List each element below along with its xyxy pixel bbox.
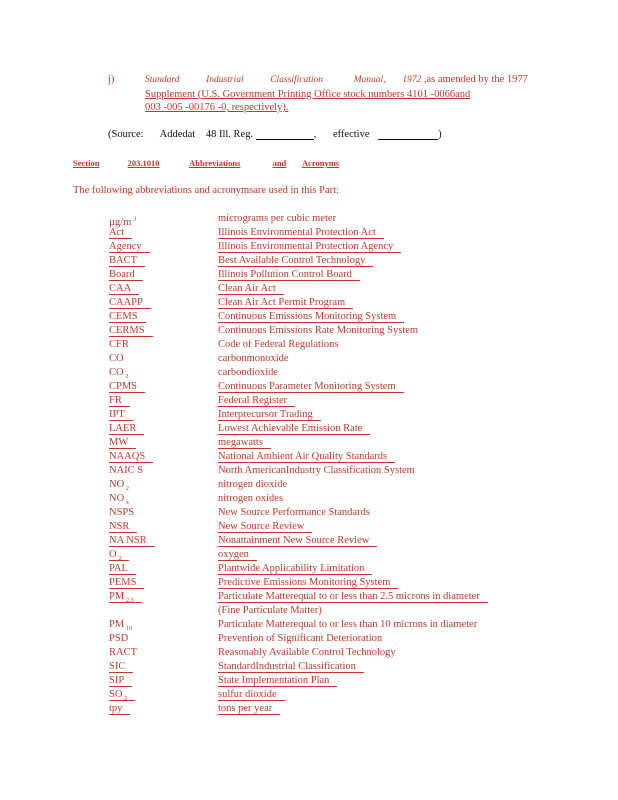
abbreviation-definition xyxy=(218,506,370,520)
abbreviation-term-text xyxy=(109,269,143,281)
abbreviation-term xyxy=(109,450,153,464)
abbreviation-definition xyxy=(218,660,364,674)
abbreviation-term-text xyxy=(109,465,143,476)
abbreviation-row xyxy=(109,240,539,254)
abbreviation-definition-text: Particulate Matterequal to or less than 2.5 microns in diameter xyxy=(218,591,488,603)
abbreviation-definition xyxy=(218,254,373,268)
abbreviation-definition-text: North AmericanIndustry Classification System xyxy=(218,465,415,476)
abbreviation-term xyxy=(109,380,145,394)
abbreviation-term-text xyxy=(109,703,130,715)
abbreviation-definition xyxy=(218,576,398,590)
abbreviation-definition xyxy=(218,618,477,632)
abbreviation-term-text xyxy=(109,479,130,493)
abbreviation-definition-text: nitrogen oxides xyxy=(218,493,284,504)
abbreviation-row xyxy=(109,520,539,534)
section-label: Section xyxy=(73,158,100,168)
abbreviation-term-text xyxy=(109,339,129,350)
abbreviation-term-text xyxy=(109,577,144,589)
abbreviation-row xyxy=(109,506,539,520)
abbreviation-term-label: SO xyxy=(109,689,123,700)
abbreviation-row xyxy=(109,394,539,408)
abbreviation-term-label: tpy xyxy=(109,703,123,714)
source-close: ) xyxy=(438,129,442,140)
abbreviation-term xyxy=(109,506,134,520)
abbreviation-term-label: NA NSR xyxy=(109,535,147,546)
abbreviation-definition xyxy=(218,632,382,646)
abbreviation-definition-text: Predictive Emissions Monitoring System xyxy=(218,577,398,589)
abbreviation-definition-text: Illinois Environmental Protection Act xyxy=(218,227,384,239)
abbreviation-term-label: MW xyxy=(109,437,129,448)
abbreviation-definition xyxy=(218,548,257,562)
abbreviation-definition-text: New Source Performance Standards xyxy=(218,507,370,518)
abbreviation-definition-text: Lowest Achievable Emission Rate xyxy=(218,423,370,435)
abbreviation-term-text xyxy=(109,493,130,507)
abbreviation-term-text xyxy=(109,563,136,575)
intro-text: The following abbreviations and acronymsare used in this Part: xyxy=(73,185,339,196)
abbreviation-row xyxy=(109,632,539,646)
abbreviation-definition-text: tons per year xyxy=(218,703,280,715)
abbreviation-definition xyxy=(218,590,488,618)
item-marker: j) xyxy=(108,74,115,85)
abbreviation-list xyxy=(109,212,539,716)
abbreviation-row xyxy=(109,548,539,562)
abbreviation-definition-text: Reasonably Available Control Technology xyxy=(218,647,396,658)
abbreviation-term-label: Agency xyxy=(109,241,142,252)
abbreviation-row xyxy=(109,688,539,702)
abbreviation-term-label: CPMS xyxy=(109,381,138,392)
abbreviation-term-text xyxy=(109,241,150,253)
abbreviation-term-label: CAAPP xyxy=(109,297,143,308)
abbreviation-term-label: Board xyxy=(109,269,135,280)
abbreviation-subscript: 2 xyxy=(124,485,130,493)
abbreviation-term xyxy=(109,674,132,688)
abbreviation-term-text xyxy=(109,633,128,644)
abbreviation-definition xyxy=(218,324,418,338)
abbreviation-definition xyxy=(218,688,285,702)
abbreviation-definition xyxy=(218,534,377,548)
abbreviation-term-text xyxy=(109,591,142,603)
abbreviation-term xyxy=(109,632,128,646)
abbreviation-row xyxy=(109,212,539,226)
title-word: Industrial xyxy=(206,75,244,85)
abbreviation-row xyxy=(109,366,539,380)
abbreviation-term xyxy=(109,394,130,408)
abbreviation-definition xyxy=(218,408,321,422)
abbreviation-term-text xyxy=(109,423,144,435)
abbreviation-row xyxy=(109,338,539,352)
abbreviation-definition xyxy=(218,282,284,296)
item-j-line-1-rest: ,as amended by the 1977 xyxy=(423,74,528,85)
abbreviation-definition-text: Code of Federal Regulations xyxy=(218,339,339,350)
title-word: Manual, xyxy=(353,75,386,85)
abbreviation-term-text xyxy=(109,297,151,309)
title-word: Standard xyxy=(145,75,180,85)
abbreviation-term-text xyxy=(109,227,132,239)
abbreviation-row xyxy=(109,534,539,548)
abbreviation-term xyxy=(109,324,153,338)
abbreviation-term xyxy=(109,534,155,548)
abbreviation-row xyxy=(109,436,539,450)
abbreviation-definition xyxy=(218,240,401,254)
abbreviation-definition-text: Prevention of Significant Deterioration xyxy=(218,633,383,644)
abbreviation-definition xyxy=(218,562,372,576)
abbreviation-term-text xyxy=(109,535,155,547)
abbreviation-definition xyxy=(218,380,404,394)
abbreviation-term-label: CEMS xyxy=(109,311,138,322)
reg-blank xyxy=(256,128,314,140)
abbreviation-definition-text: Clean Air Act xyxy=(218,283,284,295)
abbreviation-row xyxy=(109,562,539,576)
abbreviation-term-label: FR xyxy=(109,395,122,406)
abbreviation-row xyxy=(109,492,539,506)
abbreviation-row xyxy=(109,226,539,240)
abbreviation-term xyxy=(109,436,136,450)
abbreviation-term xyxy=(109,646,137,660)
item-j-line-3: 003 -005 -00176 -0, respectively). xyxy=(145,102,289,113)
abbreviation-definition-text: oxygen xyxy=(218,549,257,561)
abbreviation-term-text xyxy=(109,647,137,658)
abbreviation-subscript: 2 xyxy=(116,555,122,563)
abbreviation-term-text xyxy=(109,675,132,687)
abbreviation-term-label: CAA xyxy=(109,283,132,294)
abbreviation-definition-text: Illinois Environmental Protection Agency xyxy=(218,241,401,253)
abbreviation-row xyxy=(109,618,539,632)
effective-blank xyxy=(378,128,438,140)
abbreviation-row xyxy=(109,674,539,688)
abbreviation-term-label: µg/m xyxy=(109,216,132,228)
abbreviation-term-label: CO xyxy=(109,367,124,378)
abbreviation-definition xyxy=(218,310,404,324)
abbreviation-term xyxy=(109,226,132,240)
abbreviation-term-label: PM xyxy=(109,619,125,630)
abbreviation-definition xyxy=(218,674,337,688)
abbreviation-superscript: 3 xyxy=(131,215,137,222)
abbreviation-subscript: x xyxy=(124,499,130,507)
title-word: 1972 xyxy=(402,75,422,85)
abbreviation-term-label: NAAQS xyxy=(109,451,146,462)
abbreviation-definition-text: Clean Air Act Permit Program xyxy=(218,297,353,309)
abbreviation-definition xyxy=(218,394,295,408)
source-reg: 48 Ill. Reg. xyxy=(205,129,254,140)
section-title-3: Acronyms xyxy=(301,158,340,168)
abbreviation-term-text xyxy=(109,549,129,561)
abbreviation-subscript: 2 xyxy=(123,373,129,381)
abbreviation-term-label: CO xyxy=(109,353,124,364)
abbreviation-row xyxy=(109,408,539,422)
abbreviation-definition xyxy=(218,464,415,478)
section-heading xyxy=(73,158,339,168)
abbreviation-row xyxy=(109,422,539,436)
abbreviation-term-label: NO xyxy=(109,493,125,504)
abbreviation-term xyxy=(109,352,124,366)
abbreviation-row xyxy=(109,296,539,310)
abbreviation-definition xyxy=(218,492,283,506)
abbreviation-row xyxy=(109,590,539,618)
abbreviation-term-label: PSD xyxy=(109,633,129,644)
abbreviation-term-label: Act xyxy=(109,227,125,238)
abbreviation-term xyxy=(109,702,130,716)
abbreviation-row xyxy=(109,352,539,366)
abbreviation-term xyxy=(109,520,137,534)
abbreviation-definition-text: Continuous Emissions Monitoring System xyxy=(218,311,404,323)
abbreviation-term-text xyxy=(109,311,146,323)
abbreviation-definition-text: State Implementation Plan xyxy=(218,675,337,687)
abbreviation-definition xyxy=(218,520,312,534)
abbreviation-term-label: LAER xyxy=(109,423,137,434)
abbreviation-subscript: 2 xyxy=(122,695,128,703)
abbreviation-term xyxy=(109,268,143,282)
abbreviation-term-label: IPT xyxy=(109,409,125,420)
abbreviation-definition-text: nitrogen dioxide xyxy=(218,479,288,490)
abbreviation-term xyxy=(109,464,143,478)
section-number: 203.1010 xyxy=(127,158,160,168)
abbreviation-definition xyxy=(218,226,384,240)
abbreviation-term-label: PAL xyxy=(109,563,128,574)
abbreviation-term xyxy=(109,310,146,324)
abbreviation-definition xyxy=(218,296,353,310)
abbreviation-term-label: SIC xyxy=(109,661,126,672)
source-comma: , xyxy=(313,129,317,140)
item-j-body xyxy=(145,73,545,115)
abbreviation-row xyxy=(109,660,539,674)
abbreviation-term xyxy=(109,282,139,296)
abbreviation-definition xyxy=(218,366,278,380)
item-j-line-1 xyxy=(145,73,545,88)
abbreviation-term-label: RACT xyxy=(109,647,138,658)
abbreviation-term-label: CERMS xyxy=(109,325,145,336)
abbreviation-definition-line-2: (Fine Particulate Matter) xyxy=(218,605,322,616)
abbreviation-definition xyxy=(218,450,395,464)
abbreviation-definition-text: Best Available Control Technology xyxy=(218,255,373,267)
abbreviation-term-text xyxy=(109,381,145,393)
abbreviation-row xyxy=(109,310,539,324)
abbreviation-definition xyxy=(218,702,280,716)
source-prefix: (Source: xyxy=(108,129,144,140)
abbreviation-definition xyxy=(218,338,338,352)
abbreviation-term xyxy=(109,422,144,436)
abbreviation-term-text xyxy=(109,689,135,701)
abbreviation-term-label: CFR xyxy=(109,339,129,350)
abbreviation-definition xyxy=(218,646,396,660)
abbreviation-term-label: O xyxy=(109,549,117,560)
abbreviation-row xyxy=(109,646,539,660)
source-addedat: Addedat xyxy=(159,129,196,140)
abbreviation-definition-text: carbondioxide xyxy=(218,367,279,378)
abbreviation-subscript: 2.5 xyxy=(124,597,134,605)
abbreviation-row xyxy=(109,702,539,716)
abbreviation-definition-text: Continuous Parameter Monitoring System xyxy=(218,381,404,393)
abbreviation-term-label: PEMS xyxy=(109,577,137,588)
abbreviation-definition xyxy=(218,436,271,450)
abbreviation-row xyxy=(109,254,539,268)
abbreviation-row xyxy=(109,324,539,338)
source-effective: effective xyxy=(332,129,370,140)
abbreviation-term-label: PM xyxy=(109,591,125,602)
abbreviation-term-text xyxy=(109,409,133,421)
abbreviation-term xyxy=(109,660,133,674)
abbreviation-definition-text: StandardIndustrial Classification xyxy=(218,661,364,673)
item-j-line-2: Supplement (U.S. Government Printing Office stock numbers 4101 -0066and xyxy=(145,88,471,100)
abbreviation-term xyxy=(109,240,150,254)
abbreviation-term-text xyxy=(109,395,130,407)
abbreviation-definition-text: Plantwide Applicability Limitation xyxy=(218,563,372,575)
abbreviation-definition-text: Nonattainment New Source Review xyxy=(218,535,377,547)
abbreviation-term-text xyxy=(109,619,133,633)
abbreviation-term-text xyxy=(109,507,134,518)
abbreviation-term xyxy=(109,408,133,422)
abbreviation-term-text xyxy=(109,661,133,673)
abbreviation-term xyxy=(109,254,145,268)
abbreviation-definition-text: Interprecursor Trading xyxy=(218,409,321,421)
abbreviation-term-label: NO xyxy=(109,479,125,490)
abbreviation-row xyxy=(109,268,539,282)
abbreviation-row xyxy=(109,478,539,492)
abbreviation-row xyxy=(109,282,539,296)
abbreviation-definition-text: Federal Register xyxy=(218,395,295,407)
abbreviation-definition-text: sulfur dioxide xyxy=(218,689,285,701)
section-title-1: Abbreviations xyxy=(189,158,241,168)
section-title-2: and xyxy=(272,158,287,168)
abbreviation-definition-text: micrograms per cubic meter xyxy=(218,213,337,224)
abbreviation-term xyxy=(109,338,129,352)
abbreviation-definition-text: Particulate Matterequal to or less than 10 microns in diameter xyxy=(218,619,478,630)
abbreviation-row xyxy=(109,380,539,394)
source-note xyxy=(108,128,442,140)
abbreviation-definition xyxy=(218,268,360,282)
abbreviation-definition-text: National Ambient Air Quality Standards xyxy=(218,451,395,463)
abbreviation-definition-text: Continuous Emissions Rate Monitoring System xyxy=(218,325,419,336)
abbreviation-definition-text: carbonmonoxide xyxy=(218,353,289,364)
abbreviation-term-text xyxy=(109,353,124,364)
abbreviation-subscript: 10 xyxy=(124,625,133,633)
abbreviation-term-text xyxy=(109,437,136,449)
abbreviation-row xyxy=(109,464,539,478)
title-word: Classification xyxy=(270,75,324,85)
abbreviation-definition xyxy=(218,352,289,366)
abbreviation-definition-text: New Source Review xyxy=(218,521,312,533)
abbreviation-term-text xyxy=(109,367,129,381)
abbreviation-term-text xyxy=(109,521,137,533)
abbreviation-definition xyxy=(218,212,336,226)
abbreviation-term-text xyxy=(109,451,153,463)
abbreviation-row xyxy=(109,576,539,590)
abbreviation-definition xyxy=(218,478,287,492)
abbreviation-term xyxy=(109,590,142,608)
abbreviation-term-label: NSPS xyxy=(109,507,135,518)
abbreviation-definition-text: Illinois Pollution Control Board xyxy=(218,269,360,281)
abbreviation-row xyxy=(109,450,539,464)
abbreviation-term-label: NSR xyxy=(109,521,130,532)
abbreviation-definition xyxy=(218,422,370,436)
abbreviation-definition-text: megawatts xyxy=(218,437,271,449)
abbreviation-term xyxy=(109,562,136,576)
abbreviation-term-text xyxy=(109,325,153,337)
abbreviation-term-label: NAIC S xyxy=(109,465,144,476)
abbreviation-term-text xyxy=(109,255,145,267)
abbreviation-term-label: SIP xyxy=(109,675,125,686)
abbreviation-term-text xyxy=(109,283,139,295)
abbreviation-term xyxy=(109,576,144,590)
abbreviation-term-label: BACT xyxy=(109,255,138,266)
abbreviation-term xyxy=(109,296,151,310)
